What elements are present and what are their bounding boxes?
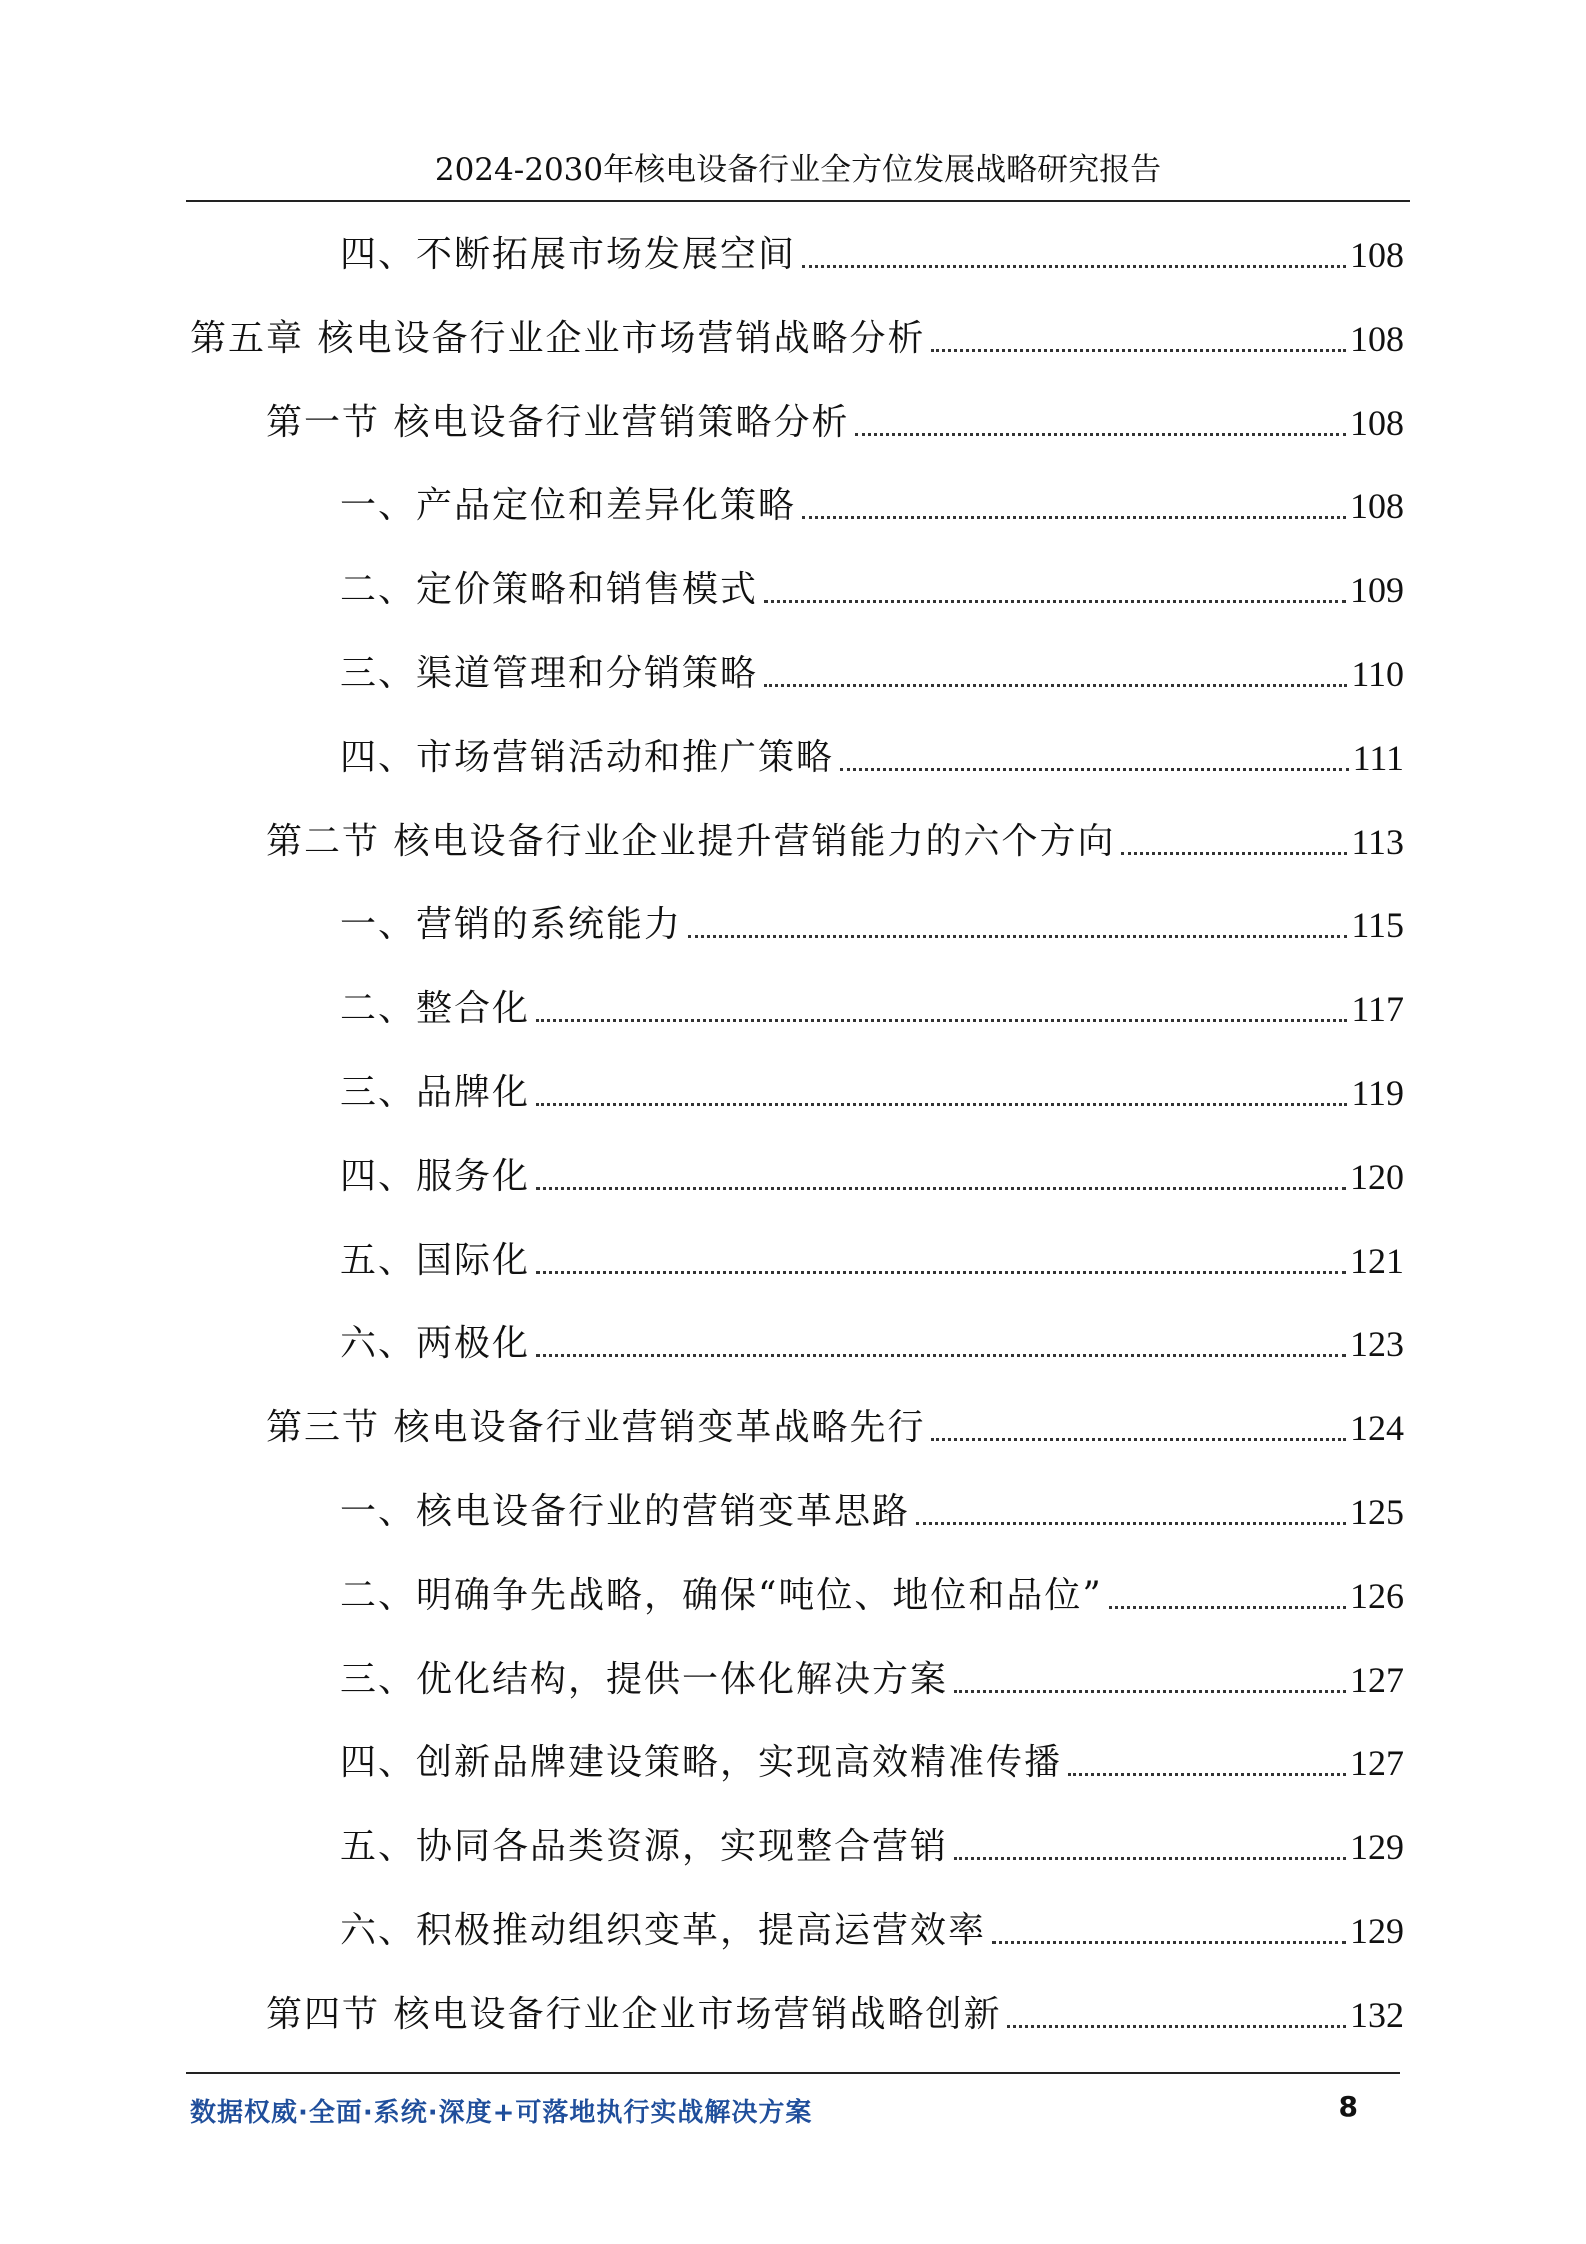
- toc-entry-label: 五、国际化: [340, 1240, 531, 1281]
- page-header-title: 2024-2030年核电设备行业全方位发展战略研究报告: [434, 152, 1162, 188]
- toc-entry[interactable]: [340, 1236, 1404, 1286]
- toc-entry-label: 三、优化结构，提供一体化解决方案: [340, 1659, 949, 1700]
- footer-page-number: 8: [1338, 2090, 1358, 2123]
- toc-entry-label: 三、渠道管理和分销策略: [340, 653, 759, 694]
- toc-dot-leader: [1109, 1606, 1346, 1609]
- toc-entry[interactable]: [340, 481, 1404, 531]
- toc-entry[interactable]: [340, 900, 1404, 950]
- toc-entry-label: 二、整合化: [340, 988, 531, 1029]
- toc-dot-leader: [931, 349, 1346, 352]
- toc-entry-label: 四、市场营销活动和推广策略: [340, 737, 835, 778]
- toc-entry[interactable]: [266, 1990, 1404, 2040]
- toc-entry[interactable]: [340, 649, 1404, 699]
- toc-entry-label: 第一节 核电设备行业营销策略分析: [266, 402, 850, 443]
- toc-entry[interactable]: [340, 733, 1404, 783]
- toc-entry-page: 121: [1350, 1241, 1404, 1281]
- toc-entry-label: 第三节 核电设备行业营销变革战略先行: [266, 1407, 926, 1448]
- toc-entry-label: 四、不断拓展市场发展空间: [340, 234, 797, 275]
- toc-entry-label: 三、品牌化: [340, 1072, 531, 1113]
- toc-dot-leader: [855, 433, 1346, 436]
- toc-entry[interactable]: [340, 565, 1404, 615]
- toc-entry[interactable]: [340, 1571, 1404, 1621]
- toc-entry[interactable]: [340, 1906, 1404, 1956]
- toc-entry[interactable]: [190, 314, 1404, 364]
- toc-entry-page: 108: [1350, 486, 1404, 526]
- toc-entry-label: 四、创新品牌建设策略，实现高效精准传播: [340, 1742, 1063, 1783]
- toc-entry[interactable]: [266, 398, 1404, 448]
- toc-entry-label: 第四节 核电设备行业企业市场营销战略创新: [266, 1994, 1002, 2035]
- toc-entry-page: 127: [1350, 1743, 1404, 1783]
- toc-entry[interactable]: [340, 1319, 1404, 1369]
- toc-entry-page: 108: [1350, 319, 1404, 359]
- toc-entry[interactable]: [340, 230, 1404, 280]
- toc-dot-leader: [536, 1019, 1347, 1022]
- toc-entry[interactable]: [340, 1487, 1404, 1537]
- toc-entry[interactable]: [340, 1738, 1404, 1788]
- toc-dot-leader: [840, 768, 1349, 771]
- toc-entry-label: 第二节 核电设备行业企业提升营销能力的六个方向: [266, 821, 1116, 862]
- toc-entry-label: 第五章 核电设备行业企业市场营销战略分析: [190, 318, 926, 359]
- toc-entry-page: 129: [1350, 1827, 1404, 1867]
- toc-entry-page: 120: [1350, 1157, 1404, 1197]
- toc-entry[interactable]: [340, 1152, 1404, 1202]
- toc-dot-leader: [1068, 1773, 1346, 1776]
- toc-dot-leader: [536, 1103, 1347, 1106]
- toc-entry-page: 115: [1351, 905, 1404, 945]
- toc-entry-page: 123: [1350, 1324, 1404, 1364]
- toc-entry[interactable]: [340, 1655, 1404, 1705]
- toc-entry-page: 125: [1350, 1492, 1404, 1532]
- toc-dot-leader: [916, 1522, 1346, 1525]
- toc-entry-page: 119: [1351, 1073, 1404, 1113]
- toc-dot-leader: [954, 1857, 1346, 1860]
- footer-slogan: 数据权威·全面·系统·深度+可落地执行实战解决方案: [190, 2098, 813, 2128]
- toc-dot-leader: [802, 516, 1346, 519]
- toc-entry-page: 127: [1350, 1660, 1404, 1700]
- toc-entry-page: 124: [1350, 1408, 1404, 1448]
- toc-entry-page: 108: [1350, 235, 1404, 275]
- toc-dot-leader: [688, 935, 1347, 938]
- toc-entry[interactable]: [340, 984, 1404, 1034]
- toc-entry[interactable]: [266, 1403, 1404, 1453]
- toc-entry-page: 113: [1351, 822, 1404, 862]
- toc-dot-leader: [536, 1187, 1346, 1190]
- toc-dot-leader: [802, 265, 1346, 268]
- toc-entry-label: 六、积极推动组织变革，提高运营效率: [340, 1910, 987, 1951]
- toc-entry[interactable]: [340, 1822, 1404, 1872]
- toc-entry-page: 109: [1350, 570, 1404, 610]
- toc-entry-page: 111: [1352, 738, 1404, 778]
- toc-entry-page: 108: [1350, 403, 1404, 443]
- toc-entry-page: 129: [1350, 1911, 1404, 1951]
- toc-dot-leader: [764, 600, 1346, 603]
- toc-entry-label: 一、营销的系统能力: [340, 904, 683, 945]
- footer-divider: [186, 2072, 1400, 2074]
- toc-entry[interactable]: [266, 817, 1404, 867]
- toc-dot-leader: [992, 1941, 1346, 1944]
- toc-entry-page: 126: [1350, 1576, 1404, 1616]
- toc-dot-leader: [536, 1271, 1346, 1274]
- toc-entry-label: 一、核电设备行业的营销变革思路: [340, 1491, 911, 1532]
- toc-dot-leader: [1007, 2025, 1346, 2028]
- toc-entry-label: 五、协同各品类资源，实现整合营销: [340, 1826, 949, 1867]
- toc-dot-leader: [931, 1438, 1346, 1441]
- toc-dot-leader: [764, 684, 1347, 687]
- toc-entry-label: 四、服务化: [340, 1156, 531, 1197]
- toc-entry-label: 六、两极化: [340, 1323, 531, 1364]
- toc-dot-leader: [536, 1354, 1346, 1357]
- toc-dot-leader: [954, 1690, 1346, 1693]
- toc-entry-label: 二、定价策略和销售模式: [340, 569, 759, 610]
- toc-entry-page: 132: [1350, 1995, 1404, 2035]
- toc-entry-label: 二、明确争先战略，确保“吨位、地位和品位”: [340, 1575, 1103, 1616]
- toc-entry[interactable]: [340, 1068, 1404, 1118]
- toc-entry-label: 一、产品定位和差异化策略: [340, 485, 797, 526]
- toc-entry-page: 117: [1351, 989, 1404, 1029]
- toc-entry-page: 110: [1351, 654, 1404, 694]
- toc-dot-leader: [1121, 852, 1347, 855]
